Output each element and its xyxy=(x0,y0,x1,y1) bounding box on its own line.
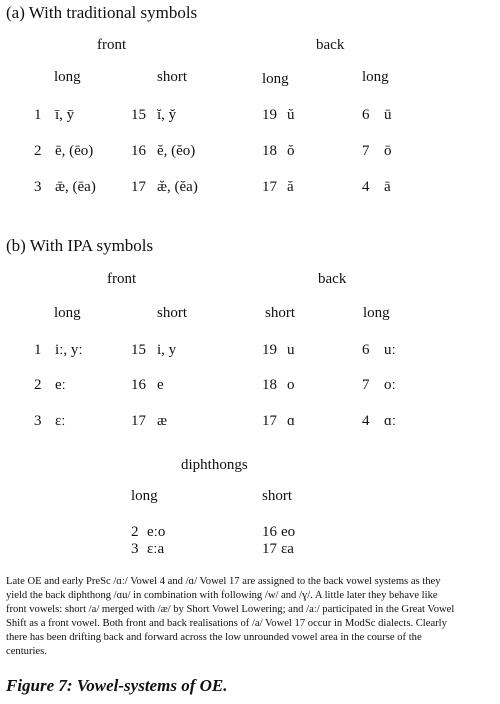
vowel-symbol: eː xyxy=(55,377,66,393)
vowel-symbol: ĭ, y̆ xyxy=(157,107,177,123)
note-line: there has been drifting back and forward across the low unrounded vowel area in the course of the xyxy=(6,632,422,643)
vowel-symbol: ɑ xyxy=(287,413,295,429)
vowel-number: 4 xyxy=(362,413,370,429)
vowel-number: 3 xyxy=(34,179,42,195)
section-a-col-header: long xyxy=(362,69,389,85)
section-b-col-header: long xyxy=(363,305,390,321)
vowel-symbol: ŏ xyxy=(287,143,295,159)
vowel-number: 2 xyxy=(34,377,42,393)
vowel-number: 7 xyxy=(362,143,370,159)
note-line: centuries. xyxy=(6,646,47,657)
vowel-symbol: ō xyxy=(384,143,392,159)
vowel-number: 7 xyxy=(362,377,370,393)
note-line: Late OE and early PreSc /ɑː/ Vowel 4 and /ɑ/ Vowel 17 are assigned to the back vowel systems as they xyxy=(6,576,441,587)
section-b-group-back: back xyxy=(318,271,347,287)
vowel-number: 18 xyxy=(262,377,277,393)
section-b-group-front: front xyxy=(107,271,137,287)
figure-caption: Figure 7: Vowel-systems of OE. xyxy=(6,676,228,695)
section-a-group-back: back xyxy=(316,37,345,53)
section-b-col-header: short xyxy=(157,305,187,321)
section-a-col-header: short xyxy=(157,69,187,85)
vowel-number: 18 xyxy=(262,143,277,159)
vowel-symbol: ǣ, (ēa) xyxy=(55,179,96,195)
vowel-number: 3 xyxy=(131,541,139,557)
vowel-number: 15 xyxy=(131,342,146,358)
vowel-number: 16 xyxy=(262,524,277,540)
note-line: front vowels: short /a/ merged with /æ/ by Short Vowel Lowering; and /aː/ participated in the Great Vowel xyxy=(6,604,455,615)
vowel-symbol: ū xyxy=(384,107,392,123)
vowel-number: 17 xyxy=(262,541,277,557)
vowel-symbol: eːo xyxy=(147,524,166,540)
vowel-number: 15 xyxy=(131,107,146,123)
vowel-number: 17 xyxy=(262,413,277,429)
explanatory-note xyxy=(6,575,496,659)
vowel-symbol: uː xyxy=(384,342,396,358)
vowel-number: 2 xyxy=(131,524,139,540)
vowel-number: 6 xyxy=(362,342,370,358)
vowel-number: 3 xyxy=(34,413,42,429)
section-b-col-header: long xyxy=(54,305,81,321)
section-a-group-front: front xyxy=(97,37,127,53)
vowel-number: 6 xyxy=(362,107,370,123)
vowel-symbol: ā xyxy=(384,179,391,195)
section-a-title: (a) With traditional symbols xyxy=(6,3,198,22)
vowel-number: 16 xyxy=(131,143,146,159)
vowel-number: 4 xyxy=(362,179,370,195)
vowel-symbol: oː xyxy=(384,377,396,393)
diphthongs-col-header: short xyxy=(262,488,292,504)
vowel-number: 17 xyxy=(131,179,146,195)
diphthongs-title: diphthongs xyxy=(181,457,248,473)
vowel-symbol: ɑː xyxy=(384,413,397,429)
vowel-number: 19 xyxy=(262,342,277,358)
note-line: Shift as a front vowel. Both front and back realisations of /a/ Vowel 17 occur in ModSc dialects. Clearly xyxy=(6,618,447,629)
vowel-symbol: ĕ, (ĕo) xyxy=(157,143,196,159)
vowel-symbol: ă xyxy=(287,179,294,195)
vowel-number: 1 xyxy=(34,342,42,358)
vowel-symbol: o xyxy=(287,377,295,393)
vowel-number: 2 xyxy=(34,143,42,159)
vowel-symbol: e xyxy=(157,377,164,393)
vowel-symbol: iː, yː xyxy=(55,342,83,358)
vowel-symbol: ɛː xyxy=(55,413,66,429)
vowel-symbol: eo xyxy=(281,524,296,540)
vowel-number: 16 xyxy=(131,377,146,393)
vowel-symbol: ē, (ēo) xyxy=(55,143,94,159)
vowel-symbol: æ̆, (ĕa) xyxy=(157,179,198,195)
vowel-number: 19 xyxy=(262,107,277,123)
vowel-number: 17 xyxy=(262,179,277,195)
section-b-title: (b) With IPA symbols xyxy=(6,236,154,255)
vowel-symbol: i, y xyxy=(157,342,177,358)
vowel-symbol: ɛːa xyxy=(147,541,165,557)
vowel-symbol: æ xyxy=(157,413,168,429)
vowel-number: 17 xyxy=(131,413,146,429)
vowel-symbol: ī, ȳ xyxy=(55,107,75,123)
section-a-col-header: long xyxy=(262,71,289,87)
vowel-symbol: u xyxy=(287,342,295,358)
vowel-symbol: ɛa xyxy=(281,541,294,557)
section-a-col-header: long xyxy=(54,69,81,85)
diphthongs-col-header: long xyxy=(131,488,158,504)
section-b-col-header: short xyxy=(265,305,295,321)
note-line: yield the back diphthong /ɑu/ in combination with following /w/ and /ɣ/. A little later they behave like xyxy=(6,590,438,601)
vowel-symbol: ŭ xyxy=(287,107,295,123)
vowel-number: 1 xyxy=(34,107,42,123)
